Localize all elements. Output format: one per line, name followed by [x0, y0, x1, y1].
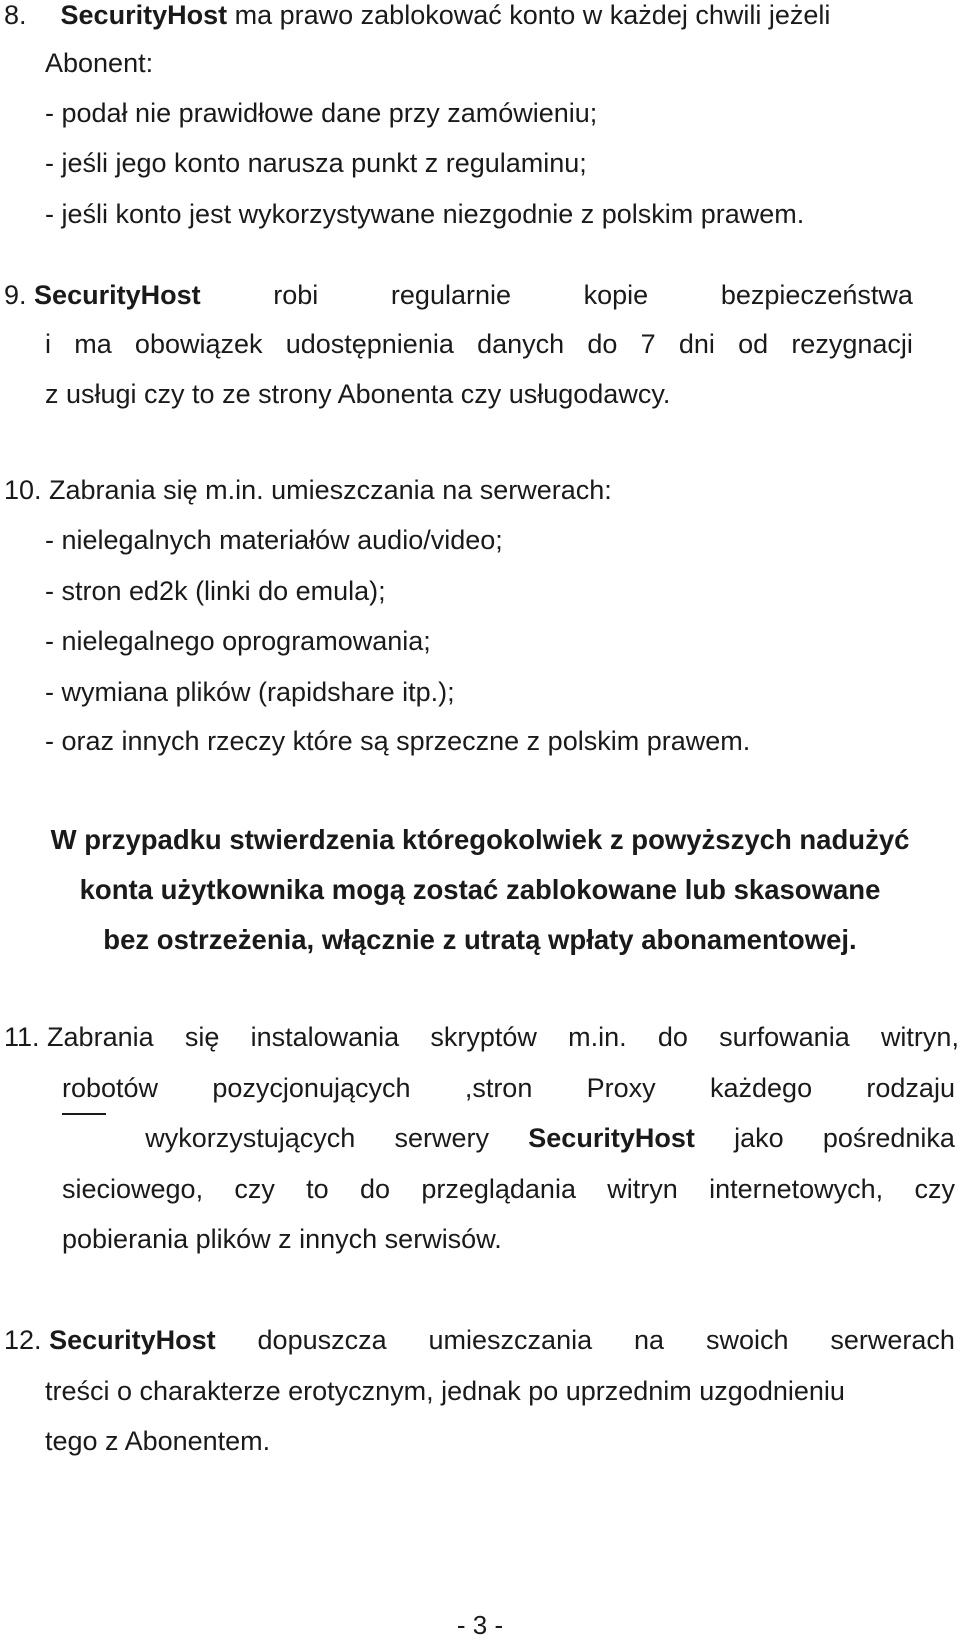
- word: od: [738, 329, 769, 359]
- item-10-bullet: - oraz innych rzeczy które są sprzeczne z polskim prawem.: [45, 726, 751, 756]
- word: na: [634, 1325, 665, 1355]
- item-8-bullet: - jeśli jego konto narusza punkt z regulaminu;: [45, 148, 587, 178]
- item-11-lead: [4, 1012, 154, 1063]
- word: do: [587, 329, 618, 359]
- item-number: 8.: [4, 0, 27, 30]
- word: regularnie: [390, 280, 511, 310]
- item-9-line-3: z usługi czy to ze strony Abonenta czy usługodawcy.: [45, 379, 671, 409]
- word: ma: [74, 329, 112, 359]
- item-11-line-3: [62, 1113, 955, 1164]
- word: do: [657, 1022, 688, 1052]
- item-number: 11.: [4, 1022, 40, 1052]
- word: rezygnacji: [791, 329, 913, 359]
- brand-name: SecurityHost: [60, 0, 228, 30]
- word: obowiązek: [134, 329, 263, 359]
- warning-line: bez ostrzeżenia, włącznie z utratą wpłaty abonamentowej.: [103, 924, 857, 955]
- item-number: 9.: [4, 280, 27, 310]
- word: czy: [234, 1174, 275, 1204]
- word: m.in.: [568, 1022, 627, 1052]
- item-8-bullet: - jeśli konto jest wykorzystywane niezgodnie z polskim prawem.: [45, 199, 805, 229]
- word: i: [45, 329, 51, 359]
- word: danych: [477, 329, 565, 359]
- word: 7: [640, 329, 656, 359]
- item-8-text: ma prawo zablokować konto w każdej chwili jeżeli: [234, 0, 831, 30]
- word: przeglądania: [421, 1174, 576, 1204]
- item-10-title: 10. Zabrania się m.in. umieszczania na serwerach:: [4, 475, 612, 505]
- word: Proxy: [586, 1073, 656, 1103]
- word: Zabrania: [47, 1022, 154, 1052]
- word: internetowych,: [709, 1174, 884, 1204]
- word: robotów: [62, 1073, 159, 1103]
- word: pośrednika: [822, 1123, 955, 1153]
- brand-name: SecurityHost: [49, 1325, 216, 1355]
- brand-name: SecurityHost: [34, 280, 201, 310]
- word: dopuszcza: [257, 1325, 387, 1355]
- item-10-bullet: - nielegalnych materiałów audio/video;: [45, 525, 503, 555]
- item-11-line-5: pobierania plików z innych serwisów.: [62, 1224, 502, 1254]
- item-9-lead: [4, 270, 201, 321]
- word: serwerach: [830, 1325, 955, 1355]
- item-11-line-4: [62, 1164, 955, 1215]
- item-8-bullet: - podał nie prawidłowe dane przy zamówieniu;: [45, 98, 598, 128]
- word: witryn,: [880, 1022, 959, 1052]
- brand-name: SecurityHost: [528, 1123, 695, 1153]
- word: dni: [678, 329, 715, 359]
- item-9-line-1: [4, 270, 913, 321]
- word: pozycjonujących: [212, 1073, 411, 1103]
- word: robi: [273, 280, 319, 310]
- word: czy: [914, 1174, 955, 1204]
- warning-line: W przypadku stwierdzenia któregokolwiek z powyższych nadużyć: [50, 824, 910, 855]
- item-10-bullet: - stron ed2k (linki do emula);: [45, 576, 386, 606]
- item-8-line-1: [4, 0, 830, 41]
- item-9-line-2: [45, 319, 913, 370]
- word: jako: [734, 1123, 784, 1153]
- word: do: [360, 1174, 391, 1204]
- word: udostępnienia: [285, 329, 454, 359]
- word: bezpieczeństwa: [720, 280, 913, 310]
- item-12-line-3: tego z Abonentem.: [45, 1426, 271, 1456]
- word: swoich: [705, 1325, 789, 1355]
- word: instalowania: [250, 1022, 400, 1052]
- word: rodzaju: [866, 1073, 955, 1103]
- word: się: [184, 1022, 220, 1052]
- warning-line: konta użytkownika mogą zostać zablokowane lub skasowane: [79, 874, 881, 905]
- item-10-bullet: - wymiana plików (rapidshare itp.);: [45, 677, 455, 707]
- word: surfowania: [719, 1022, 850, 1052]
- item-12-lead: [4, 1315, 216, 1366]
- word: wykorzystujących: [145, 1123, 356, 1153]
- item-11-line-2: [62, 1063, 955, 1114]
- word: umieszczania: [428, 1325, 593, 1355]
- word: ,stron: [464, 1073, 533, 1103]
- word: sieciowego,: [62, 1174, 204, 1204]
- word: każdego: [710, 1073, 813, 1103]
- item-12-line-1: [4, 1315, 955, 1366]
- page-number: - 3 -: [456, 1610, 504, 1640]
- item-number: 12.: [4, 1325, 42, 1355]
- item-10-bullet: - nielegalnego oprogramowania;: [45, 626, 431, 656]
- item-12-line-2: treści o charakterze erotycznym, jednak po uprzednim uzgodnieniu: [45, 1376, 845, 1406]
- word: skryptów: [430, 1022, 537, 1052]
- item-11-line-1: [4, 1012, 959, 1063]
- item-8-line-2: Abonent:: [45, 48, 154, 78]
- word: serwery: [394, 1123, 490, 1153]
- em-dash: [62, 1113, 106, 1164]
- word: kopie: [583, 280, 649, 310]
- word: to: [306, 1174, 329, 1204]
- word: witryn: [607, 1174, 678, 1204]
